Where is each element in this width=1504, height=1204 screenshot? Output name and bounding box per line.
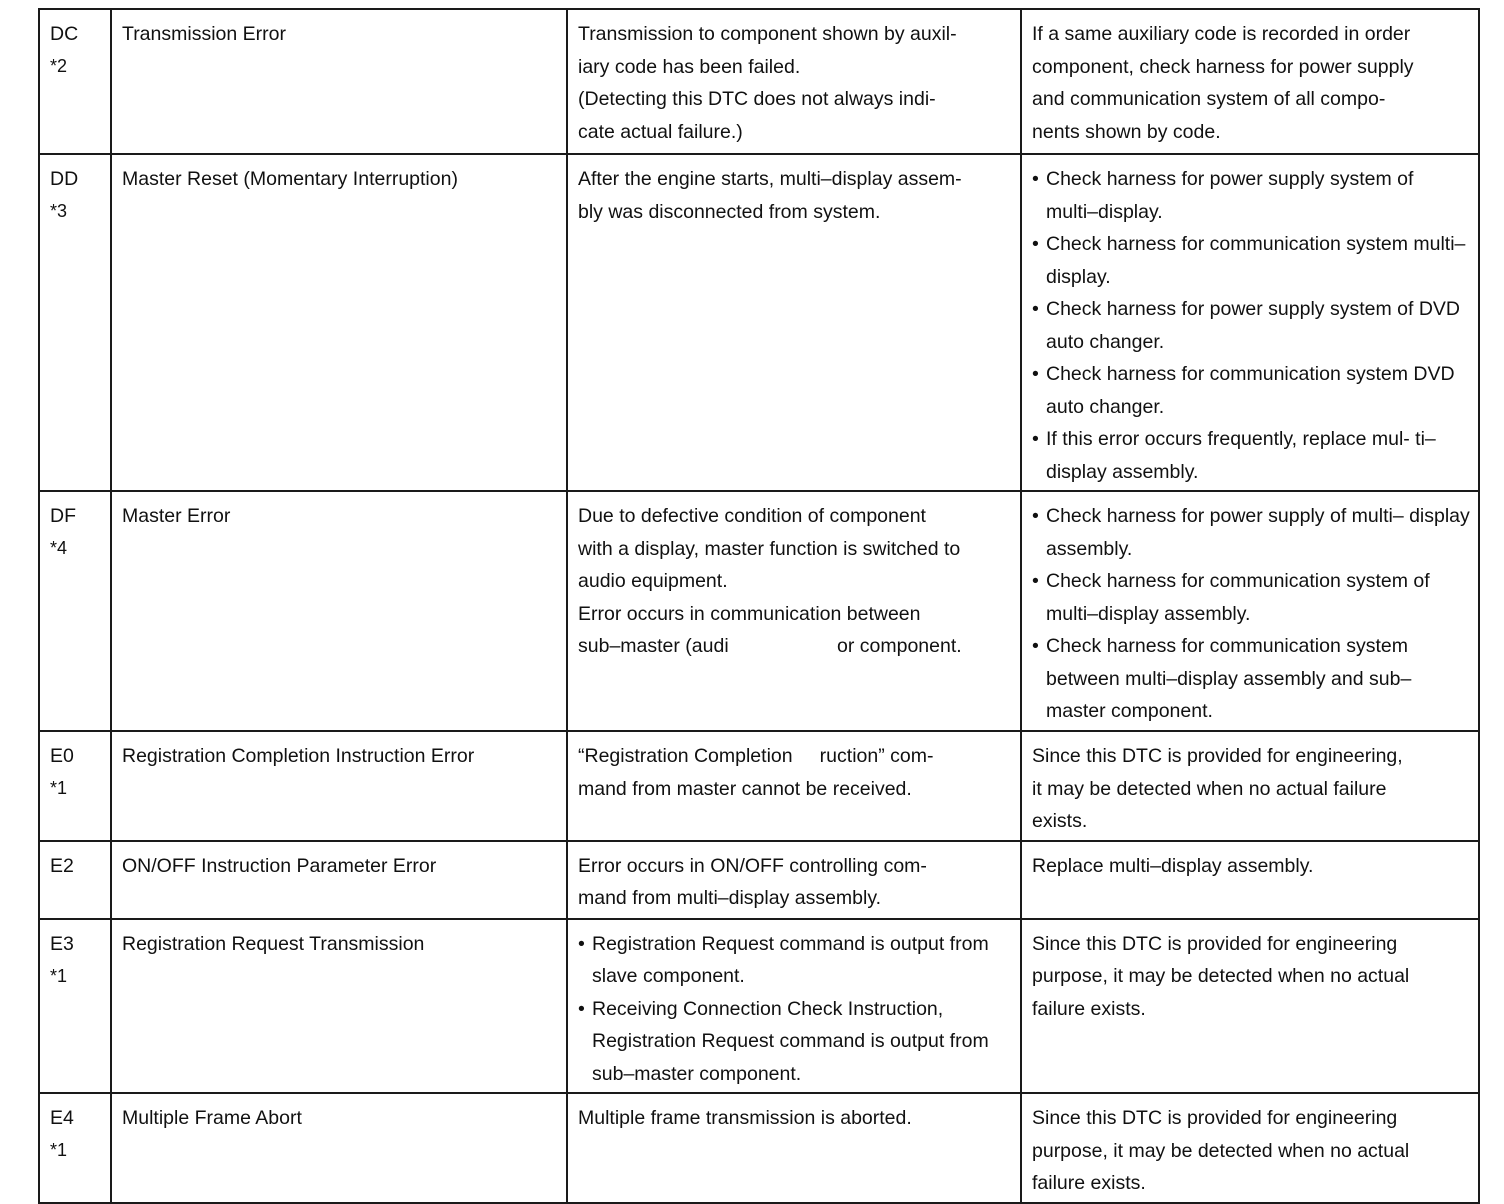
condition-line: Due to defective condition of component [578, 505, 926, 527]
condition-line: (Detecting this DTC does not always indi- [578, 88, 936, 110]
dtc-condition [567, 731, 1021, 841]
condition-line: iary code has been failed. [578, 55, 801, 78]
trouble-area [1021, 841, 1479, 919]
dtc-code-cell [39, 841, 111, 919]
condition-line: After the engine starts, multi–display assem- [578, 168, 962, 190]
area-bullet: • Check harness for communication system of multi–display assembly. [1032, 565, 1470, 630]
dtc-code: E0 [50, 745, 74, 767]
trouble-area [1021, 919, 1479, 1094]
trouble-area [1021, 731, 1479, 841]
trouble-area [1021, 491, 1479, 731]
area-line: Since this DTC is provided for engineering, [1032, 745, 1403, 767]
dtc-code-cell [39, 154, 111, 491]
condition-line: cate actual failure.) [578, 120, 743, 143]
dtc-note: *1 [50, 965, 68, 986]
condition-line: audio equipment. [578, 570, 728, 592]
area-line: Since this DTC is provided for engineering [1032, 1107, 1398, 1129]
area-bullet: • Check harness for power supply of multi– display assembly. [1032, 500, 1470, 565]
area-line: failure exists. [1032, 1172, 1146, 1194]
dtc-code: E2 [50, 854, 74, 877]
detection-item: Multiple Frame Abort [111, 1093, 567, 1203]
detection-item: ON/OFF Instruction Parameter Error [111, 841, 567, 919]
area-line: failure exists. [1032, 997, 1146, 1020]
detection-item: Transmission Error [111, 9, 567, 154]
area-bullet: • If this error occurs frequently, replace mul- ti–display assembly. [1032, 423, 1470, 488]
dtc-code: DF [50, 505, 76, 527]
dtc-code: DD [50, 168, 79, 190]
table-row [39, 1093, 1479, 1203]
area-bullet: • Check harness for communication system between multi–display assembly and sub– master component. [1032, 630, 1470, 728]
condition-line: Error occurs in ON/OFF controlling com- [578, 854, 927, 877]
area-bullet: • Check harness for communication system DVD auto changer. [1032, 358, 1470, 423]
area-line: Replace multi–display assembly. [1032, 854, 1314, 877]
area-line: purpose, it may be detected when no actual [1032, 965, 1410, 987]
trouble-area [1021, 154, 1479, 491]
table-row [39, 491, 1479, 731]
area-line: and communication system of all compo- [1032, 88, 1386, 110]
dtc-note: *2 [50, 56, 68, 76]
condition-line: “Registration Completion ruction” com- [578, 745, 934, 767]
table-row [39, 919, 1479, 1094]
detection-item: Master Error [111, 491, 567, 731]
condition-line: Error occurs in communication between [578, 602, 921, 625]
condition-bullet: • Receiving Connection Check Instruction, Registration Request command is output from sub–master component. [578, 993, 1012, 1091]
dtc-note: *3 [50, 201, 68, 221]
dtc-note: *4 [50, 538, 68, 558]
dtc-condition [567, 841, 1021, 919]
dtc-code-cell [39, 731, 111, 841]
detection-item: Registration Request Transmission [111, 919, 567, 1094]
condition-bullet: • Registration Request command is output from slave component. [578, 928, 1012, 993]
trouble-area [1021, 1093, 1479, 1203]
detection-item: Registration Completion Instruction Error [111, 731, 567, 841]
dtc-note: *1 [50, 778, 68, 798]
dtc-code: E3 [50, 932, 74, 955]
dtc-condition [567, 154, 1021, 491]
condition-line: Transmission to component shown by auxil- [578, 23, 957, 45]
dtc-code-cell [39, 1093, 111, 1203]
area-bullet: • Check harness for power supply system of multi–display. [1032, 163, 1470, 228]
dtc-table [38, 8, 1480, 1204]
condition-line: mand from master cannot be received. [578, 777, 912, 800]
dtc-code-cell [39, 9, 111, 154]
dtc-note: *1 [50, 1140, 68, 1160]
condition-line: Multiple frame transmission is aborted. [578, 1107, 912, 1129]
condition-line: with a display, master function is switched to [578, 537, 961, 560]
dtc-condition [567, 1093, 1021, 1203]
area-bullet: • Check harness for communication system multi–display. [1032, 228, 1470, 293]
area-bullet: • Check harness for power supply system of DVD auto changer. [1032, 293, 1470, 358]
area-line: component, check harness for power supply [1032, 55, 1414, 78]
condition-line: bly was disconnected from system. [578, 200, 881, 223]
dtc-code-cell [39, 919, 111, 1094]
dtc-condition [567, 491, 1021, 731]
dtc-code-cell [39, 491, 111, 731]
dtc-code: E4 [50, 1107, 74, 1129]
detection-item: Master Reset (Momentary Interruption) [111, 154, 567, 491]
area-line: exists. [1032, 810, 1088, 832]
area-line: If a same auxiliary code is recorded in order [1032, 23, 1411, 45]
area-line: it may be detected when no actual failure [1032, 777, 1387, 800]
condition-line: mand from multi–display assembly. [578, 887, 882, 909]
dtc-condition [567, 9, 1021, 154]
table-row [39, 154, 1479, 491]
area-line: purpose, it may be detected when no actual [1032, 1139, 1410, 1162]
area-bullet-list [1032, 500, 1470, 728]
table-row [39, 9, 1479, 154]
trouble-area [1021, 9, 1479, 154]
dtc-condition [567, 919, 1021, 1094]
area-line: nents shown by code. [1032, 120, 1221, 143]
condition-line: sub–master (audi or component. [578, 635, 962, 657]
dtc-code: DC [50, 23, 79, 45]
table-row [39, 731, 1479, 841]
table-row [39, 841, 1479, 919]
condition-bullet-list [578, 928, 1012, 1091]
area-bullet-list [1032, 163, 1470, 488]
area-line: Since this DTC is provided for engineering [1032, 932, 1398, 955]
